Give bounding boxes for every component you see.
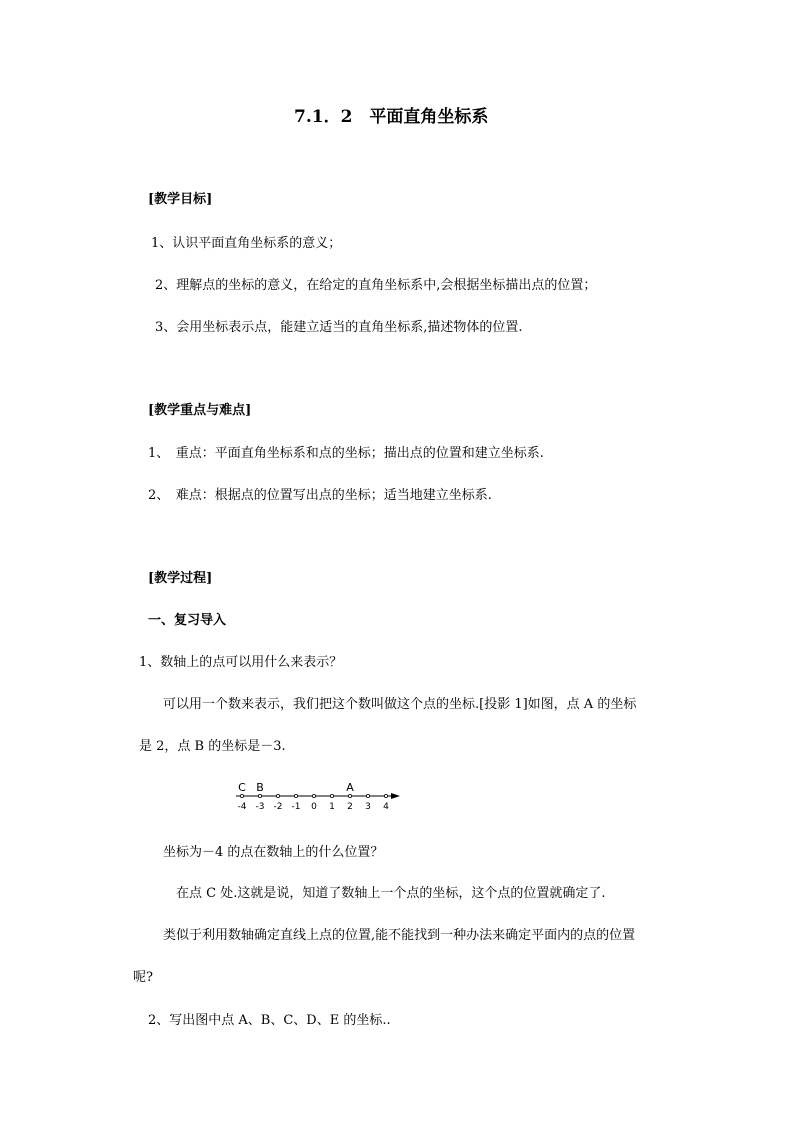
question-3: 2、写出图中点 A、B、C、D、E 的坐标..	[148, 1013, 391, 1028]
tick-mark	[240, 794, 243, 797]
tick-label: 3	[365, 802, 371, 812]
goal-1: 1、认识平面直角坐标系的意义；	[151, 236, 342, 251]
tick-label: -3	[255, 802, 265, 812]
point-label: A	[346, 781, 354, 794]
number-line-arrow	[391, 793, 400, 799]
tick-mark	[330, 794, 333, 797]
keypoints-heading: [教学重点与难点]	[148, 403, 252, 418]
tick-mark	[366, 794, 369, 797]
tick-mark	[294, 794, 297, 797]
point-label: B	[256, 781, 264, 794]
paragraph-3-line-1: 类似于利用数轴确定直线上点的位置,能不能找到一种办法来确定平面内的点的位置	[163, 928, 636, 943]
goals-heading: [教学目标]	[148, 192, 213, 207]
tick-label: 0	[311, 802, 317, 812]
goal-2: 2、理解点的坐标的意义，在给定的直角坐标系中,会根据坐标描出点的位置；	[155, 278, 597, 293]
paragraph-2: 在点 C 处.这就是说，知道了数轴上一个点的坐标，这个点的位置就确定了.	[176, 886, 606, 901]
tick-mark	[384, 794, 387, 797]
tick-label: 4	[383, 802, 389, 812]
point-label: C	[238, 781, 246, 794]
tick-label: -2	[273, 802, 283, 812]
section-1-heading: 一、复习导入	[148, 613, 227, 628]
goal-3: 3、会用坐标表示点，能建立适当的直角坐标系,描述物体的位置.	[155, 320, 523, 335]
question-2: 坐标为－4 的点在数轴上的什么位置？	[163, 845, 384, 860]
number-line-figure	[228, 776, 408, 816]
tick-mark	[312, 794, 315, 797]
question-1: 1、数轴上的点可以用什么来表示？	[139, 655, 343, 670]
tick-mark	[258, 794, 261, 797]
tick-label: 2	[347, 802, 353, 812]
paragraph-3-line-2: 呢?	[133, 970, 153, 985]
tick-mark	[348, 794, 351, 797]
tick-label: 1	[329, 802, 335, 812]
tick-label: -1	[291, 802, 301, 812]
page-title: 7.1．2 平面直角坐标系	[294, 107, 489, 127]
tick-label: -4	[237, 802, 247, 812]
keypoint-2: 2、 难点：根据点的位置写出点的坐标；适当地建立坐标系.	[148, 488, 492, 503]
tick-mark	[276, 794, 279, 797]
process-heading: [教学过程]	[148, 571, 213, 586]
keypoint-1: 1、 重点：平面直角坐标系和点的坐标；描出点的位置和建立坐标系.	[148, 446, 544, 461]
paragraph-1-line-2: 是 2，点 B 的坐标是－3.	[139, 739, 286, 754]
paragraph-1-line-1: 可以用一个数来表示，我们把这个数叫做这个点的坐标.[投影 1]如图，点 A 的坐标	[163, 697, 637, 712]
